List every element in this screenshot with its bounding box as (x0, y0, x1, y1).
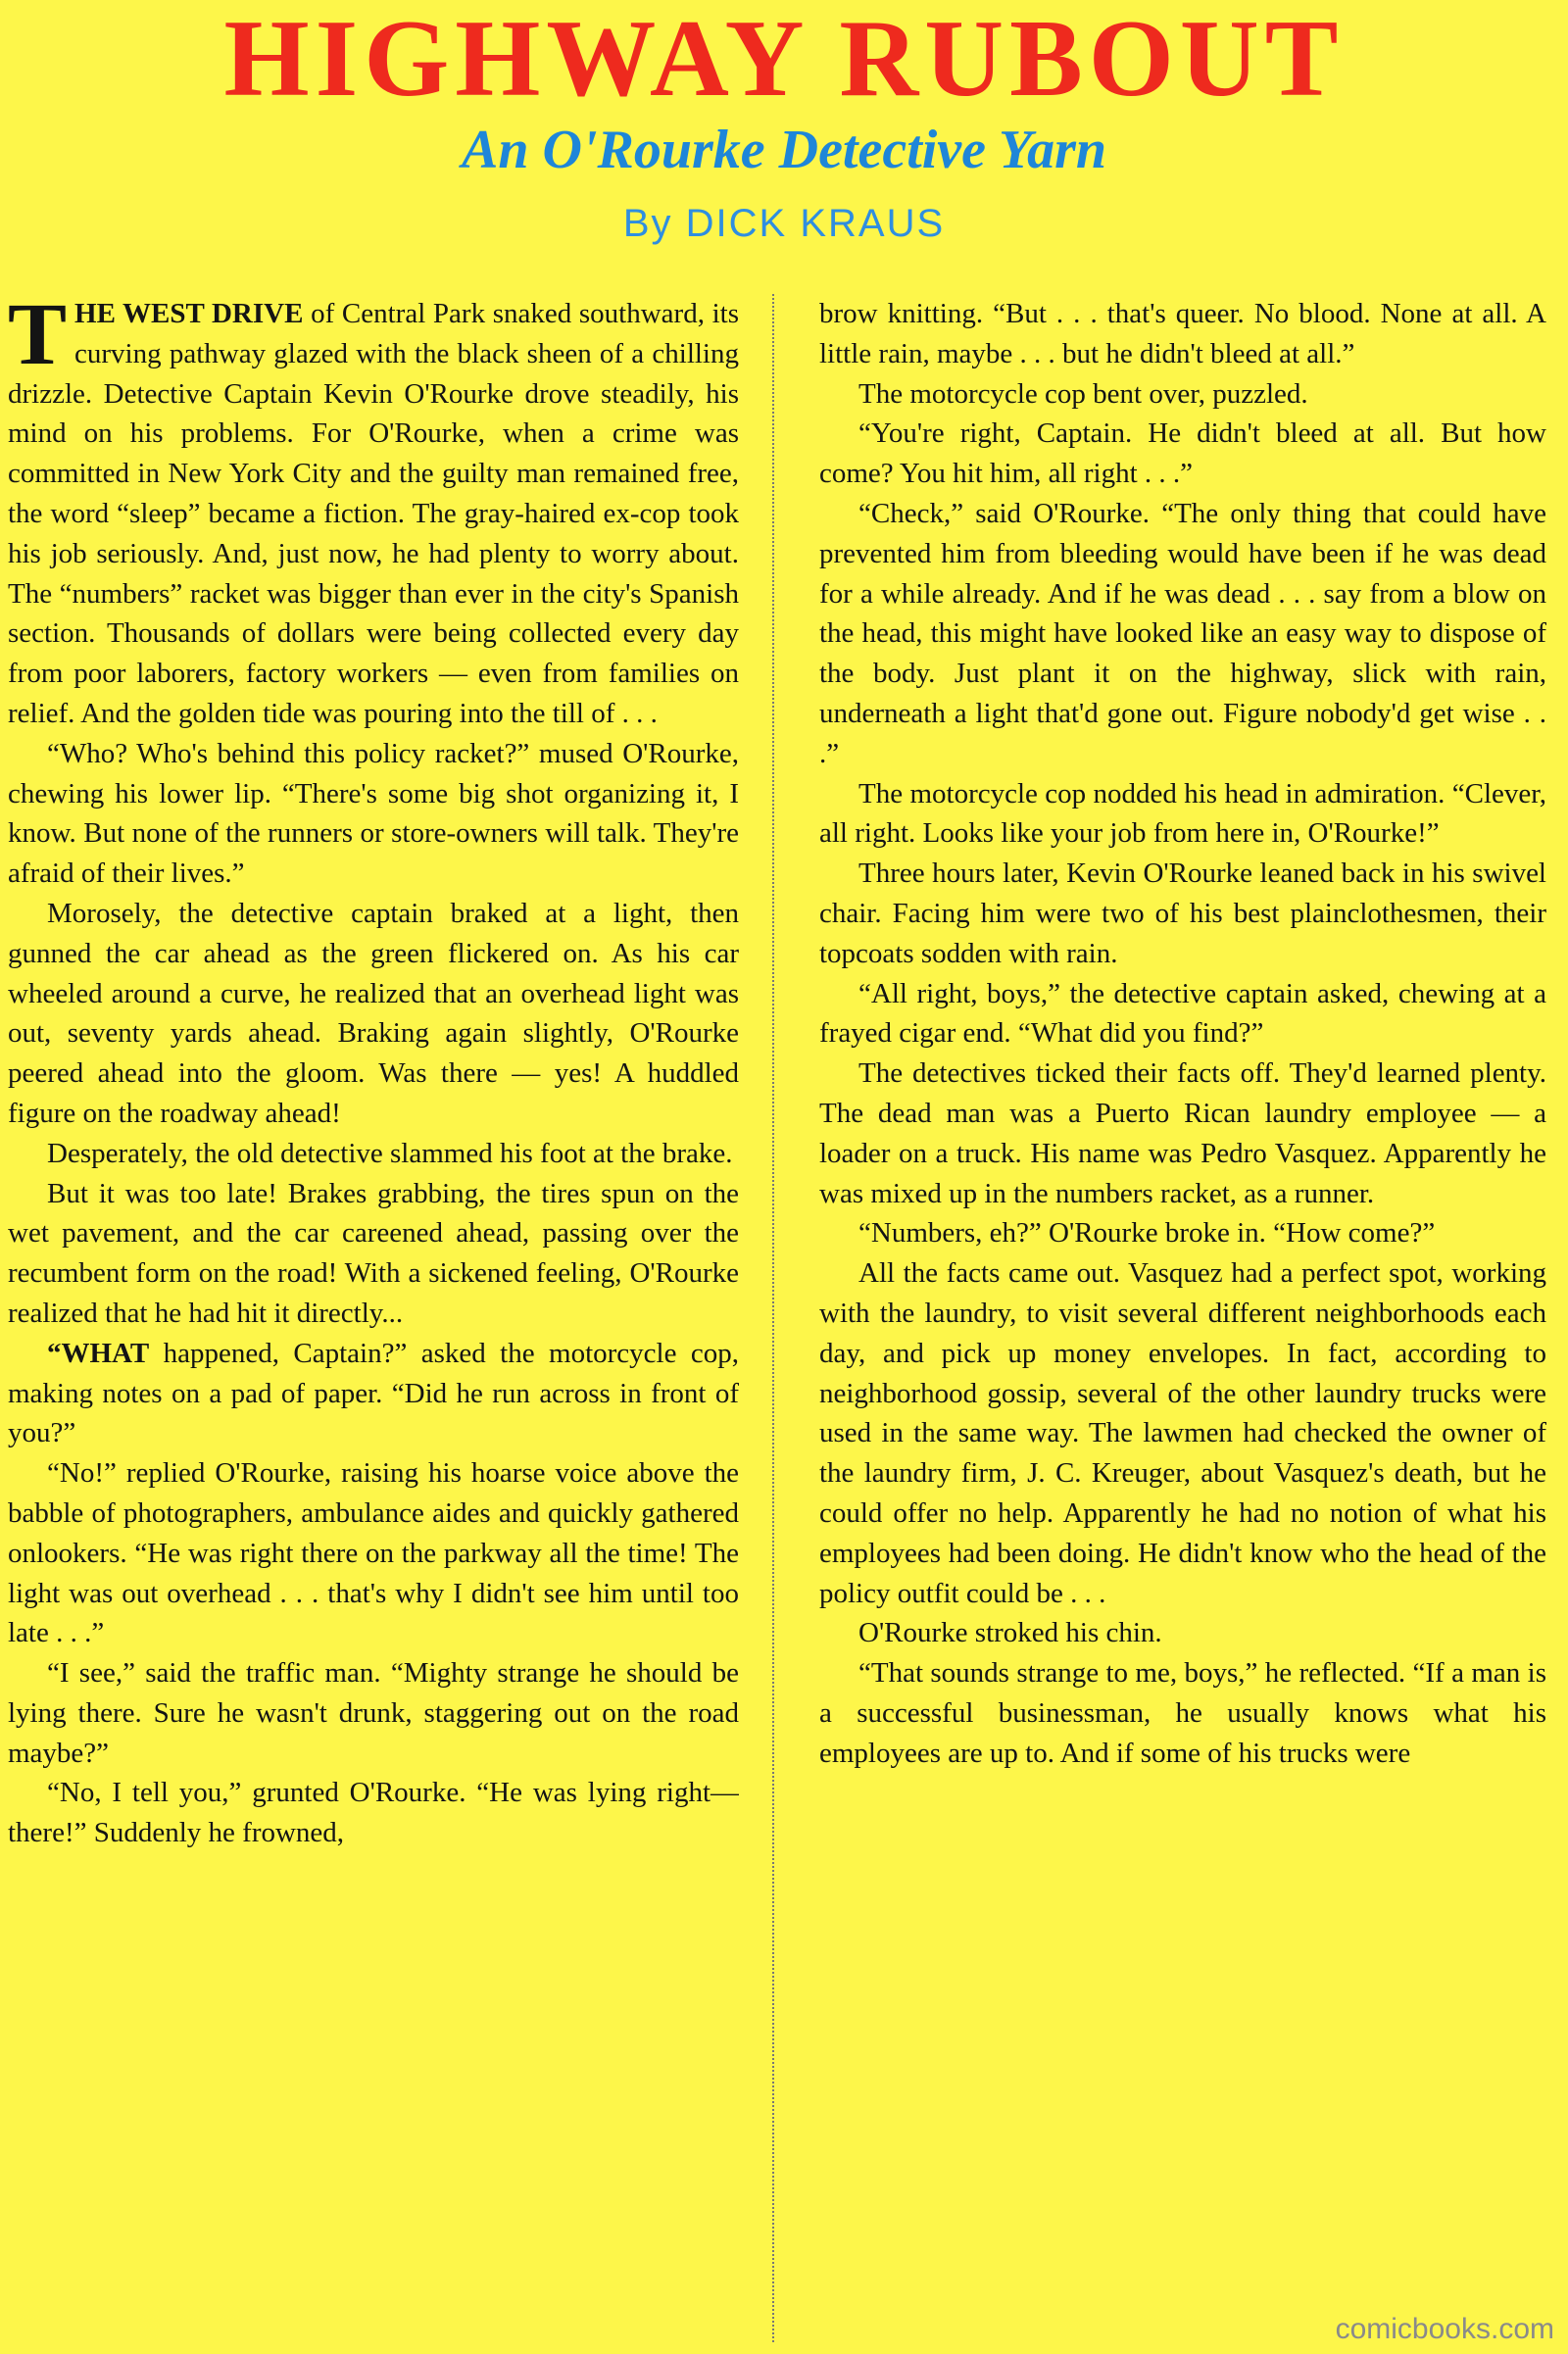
paragraph-8: The detectives ticked their facts off. They'd learned plenty. The dead man was a Puerto Rican laundry employee — a loader on a truck. His name was Pedro Vasquez. Apparently he was mixed up in the numbers racket, as a runner. (819, 1057, 1546, 1209)
paragraph-8: “I see,” said the traffic man. “Mighty strange he should be lying there. Sure he wasn't drunk, staggering out on the road maybe?” (8, 1657, 739, 1769)
paragraph-5: The motorcycle cop nodded his head in admiration. “Clever, all right. Looks like your job from here in, O'Rourke!” (819, 777, 1546, 850)
paragraph-9: “No, I tell you,” grunted O'Rourke. “He was lying right—there!” Suddenly he frowned, (8, 1777, 739, 1849)
paragraph-2: “Who? Who's behind this policy racket?” mused O'Rourke, chewing his lower lip. “There's some big shot organizing it, I know. But none of the runners or store-owners will talk. They're afraid of their lives.” (8, 737, 739, 890)
drop-cap: T (8, 294, 68, 383)
paragraph-6 (8, 1334, 739, 1453)
paragraph-10: All the facts came out. Vasquez had a perfect spot, working with the laundry, to visit several different neighborhoods each day, and pick up money envelopes. In fact, according to neighborhood gossip, several of the other laundry trucks were used in the same way. The lawmen had checked the owner of the laundry firm, J. C. Kreuger, about Vasquez's death, but he could offer no help. Apparently he had no notion of what his employees had been doing. He didn't know who the head of the policy outfit could be . . . (819, 1257, 1546, 1609)
paragraph-4: Desperately, the old detective slammed his foot at the brake. (47, 1137, 733, 1169)
paragraph-9: “Numbers, eh?” O'Rourke broke in. “How come?” (858, 1217, 1436, 1250)
paragraph-3: “You're right, Captain. He didn't bleed at all. But how come? You hit him, all right . . .” (819, 417, 1546, 490)
paragraph-5: But it was too late! Brakes grabbing, the tires spun on the wet pavement, and the car careened ahead, passing over the recumbent form on the road! With a sickened feeling, O'Rourke realized that he had hit it directly... (8, 1177, 739, 1329)
paragraph-2: The motorcycle cop bent over, puzzled. (858, 377, 1308, 410)
story-title: HIGHWAY RUBOUT (223, 0, 1345, 120)
lead-words: HE WEST DRIVE (74, 298, 304, 329)
column-divider (772, 294, 774, 2342)
paragraph-1: brow knitting. “But . . . that's queer. No blood. None at all. A little rain, maybe . . . but he didn't bleed at all.” (819, 298, 1546, 369)
paragraph-6: Three hours later, Kevin O'Rourke leaned back in his swivel chair. Facing him were two of his best plainclothesmen, their topcoats sodden with rain. (819, 858, 1546, 969)
paragraph-12: “That sounds strange to me, boys,” he reflected. “If a man is a successful businessman, he usually knows what his employees are up to. And if some of his trucks were (819, 1657, 1546, 1769)
section-lead: “WHAT (47, 1337, 150, 1369)
story-byline: By DICK KRAUS (622, 202, 946, 245)
paragraph-3: Morosely, the detective captain braked at a light, then gunned the car ahead as the green flickered on. As his car wheeled around a curve, he realized that an overhead light was out, seventy yards ahead. Braking again slightly, O'Rourke peered ahead into the gloom. Was there — yes! A huddled figure on the roadway ahead! (8, 897, 739, 1129)
paragraph-7: “No!” replied O'Rourke, raising his hoarse voice above the babble of photographers, ambulance aides and quickly gathered onlookers. “He was right there on the parkway all the time! The light was out overhead . . . that's why I didn't see him until too late . . .” (8, 1457, 739, 1649)
site-watermark: comicbooks.com (1335, 2313, 1554, 2345)
paragraph-text: of Central Park snaked southward, its curving pathway glazed with the black sheen of a chilling drizzle. Detective Captain Kevin O'Rourke drove steadily, his mind on his problems. For O'Rourke, when a crime was committed in New York City and the guilty man remained free, the word “sleep” became a fiction. The gray-haired ex-cop took his job seriously. And, just now, he had plenty to worry about. The “numbers” racket was bigger than ever in the city's Spanish section. Thousands of dollars were being collected every day from poor laborers, factory workers — even from families on relief. And the golden tide was pouring into the till of . . . (8, 298, 739, 729)
paragraph-4: “Check,” said O'Rourke. “The only thing that could have prevented him from bleeding would have been if he was dead for a while already. And if he was dead . . . say from a blow on the head, this might have looked like an easy way to dispose of the body. Just plant it on the highway, slick with rain, underneath a light that'd gone out. Figure nobody'd get wise . . .” (819, 497, 1546, 769)
story-subtitle: An O'Rourke Detective Yarn (461, 120, 1107, 180)
paragraph-7: “All right, boys,” the detective captain asked, chewing at a frayed cigar end. “What did you find?” (819, 977, 1546, 1050)
left-column (8, 294, 739, 2352)
paragraph-11: O'Rourke stroked his chin. (858, 1617, 1162, 1649)
paragraph-text: happened, Captain?” asked the motorcycle cop, making notes on a pad of paper. “Did he run across in front of you?” (8, 1337, 739, 1449)
paragraph-1 (8, 294, 739, 734)
right-column (819, 294, 1546, 2352)
